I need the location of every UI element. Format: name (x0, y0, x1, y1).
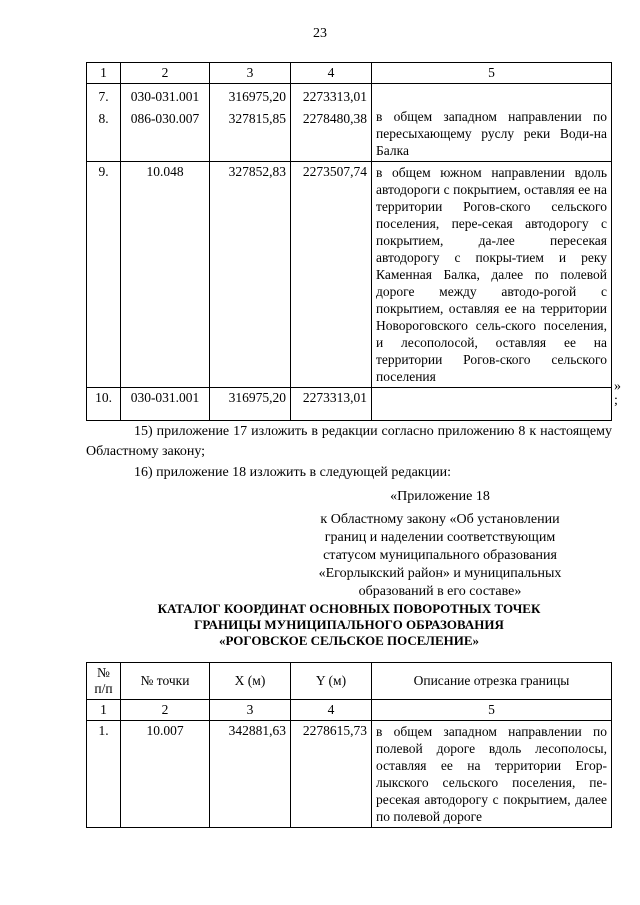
point-id: 030-031.001 (130, 89, 200, 104)
col-number: 1 (87, 700, 121, 721)
appendix-line: границ и наделении соответствующим (324, 530, 556, 545)
segment-description (372, 162, 612, 388)
point-id: 030-031.001 (121, 388, 210, 421)
x-value: 316975,20 (228, 89, 286, 104)
appendix-line: образований в его составе» (358, 584, 522, 599)
row-points (121, 84, 210, 162)
y-value: 2273313,01 (302, 89, 367, 104)
col-desc: 5 (372, 63, 612, 84)
segment-description-text: в общем западном направлении по полевой дороге вдоль лесополосы, оставляя ее на территории Егор-лыкского сельского поселения, пе-ресекая автодорогу с покрытием, далее по полевой дороге (376, 724, 607, 824)
point-id: 10.048 (121, 162, 210, 388)
y-value: 2273507,74 (291, 162, 372, 388)
header-number: № п/п (87, 663, 121, 700)
segment-description-text: в общем южном направлении вдоль автодороги с покрытием, оставляя ее на территории Рогов-ского сельского поселения, пере-секая автодорогу с покрытием, да-лее пересекая автодорогу с покры-тием и реку Каменная Балка, далее по полевой дороге между автодо-рогой с покрытием, оставляя ее на территории Новороговского сель-ского поселения, и лесополосой, оставляя ее на территории Рогов-ского сельского поселения (376, 165, 607, 384)
row-x-values (210, 84, 291, 162)
row-y-values (291, 84, 372, 162)
catalog-title (86, 601, 612, 649)
row-number: 7. (98, 89, 109, 104)
segment-description (372, 721, 612, 828)
closing-mark: » (614, 379, 621, 394)
col-number: 1 (87, 63, 121, 84)
header-desc: Описание отрезка границы (372, 663, 612, 700)
col-point: 2 (121, 63, 210, 84)
header-point: № точки (121, 663, 210, 700)
table-header-row (87, 663, 612, 700)
closing-quote (614, 380, 621, 408)
x-value: 342881,63 (210, 721, 291, 828)
row-number: 8. (98, 111, 109, 126)
col-number: 3 (210, 700, 291, 721)
segment-description (372, 388, 612, 421)
row-number: 10. (87, 388, 121, 421)
appendix-title: «Приложение 18 (390, 489, 490, 504)
row-number: 1. (87, 721, 121, 828)
point-id: 10.007 (121, 721, 210, 828)
row-numbers (87, 84, 121, 162)
catalog-title-line: «РОГОВСКОЕ СЕЛЬСКОЕ ПОСЕЛЕНИЕ» (218, 633, 480, 648)
appendix-line: статусом муниципального образования (323, 548, 557, 563)
paragraph-16-text: 16) приложение 18 изложить в следующей редакции: (134, 465, 451, 480)
table-numbering-row (87, 700, 612, 721)
appendix-reference (300, 511, 580, 601)
col-x: 3 (210, 63, 291, 84)
y-value: 2278480,38 (302, 111, 367, 126)
paragraph-16 (86, 463, 612, 483)
col-number: 4 (291, 700, 372, 721)
catalog-title-line: ГРАНИЦЫ МУНИЦИПАЛЬНОГО ОБРАЗОВАНИЯ (194, 617, 504, 632)
page-number: 23 (313, 26, 327, 41)
appendix-line: к Областному закону «Об установлении (320, 512, 560, 527)
x-value: 327815,85 (228, 111, 286, 126)
row-number: 9. (87, 162, 121, 388)
x-value: 327852,83 (210, 162, 291, 388)
table-row (87, 721, 612, 828)
description-empty (376, 86, 607, 108)
table-row (87, 162, 612, 388)
segment-description: в общем западном направлении по пересыхающему руслу реки Води-на Балка (376, 109, 607, 158)
header-y: Y (м) (291, 663, 372, 700)
col-y: 4 (291, 63, 372, 84)
point-id: 086-030.007 (130, 111, 200, 126)
appendix-line: «Егорлыкский район» и муниципальных (318, 566, 562, 581)
paragraph-15 (86, 422, 612, 462)
y-value: 2278615,73 (291, 721, 372, 828)
table-row (87, 84, 612, 162)
catalog-title-line: КАТАЛОГ КООРДИНАТ ОСНОВНЫХ ПОВОРОТНЫХ ТОЧЕК (157, 601, 541, 616)
header-x: X (м) (210, 663, 291, 700)
coordinates-table-continued (86, 62, 612, 421)
col-number: 2 (121, 700, 210, 721)
col-number: 5 (372, 700, 612, 721)
table-row (87, 388, 612, 421)
x-value: 316975,20 (210, 388, 291, 421)
row-descriptions (372, 84, 612, 162)
paragraph-15-text: 15) приложение 17 изложить в редакции согласно приложению 8 к настоящему Областному закону; (86, 424, 612, 459)
y-value: 2273313,01 (291, 388, 372, 421)
table-header-row (87, 63, 612, 84)
coordinates-table (86, 662, 612, 828)
closing-semicolon: ; (614, 393, 618, 408)
